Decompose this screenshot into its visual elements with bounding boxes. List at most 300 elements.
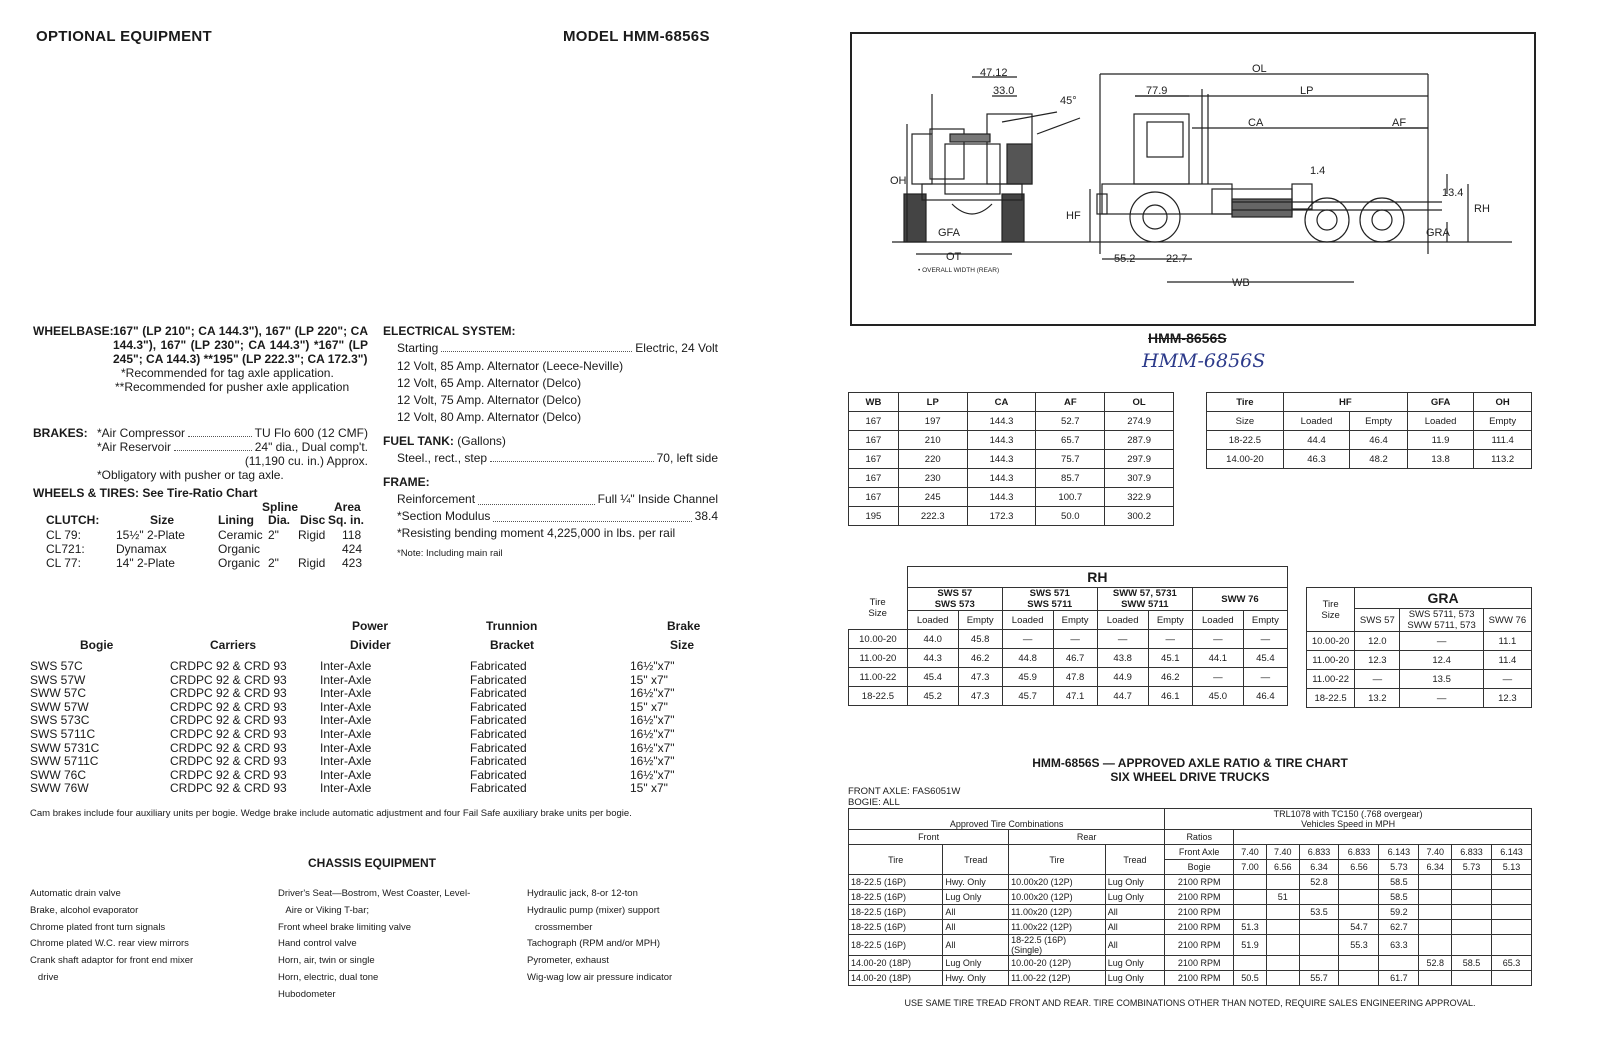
bogie-cell: 16½"x7" [630,726,675,741]
axle-cell: 11.00x20 (12P) [1009,905,1106,920]
dims-cell: 230 [898,469,967,488]
front-ratio-cell: 7.40 [1419,845,1452,860]
axle-ratio-table [848,808,1532,986]
rh-cell: 44.3 [907,649,958,668]
gra-col2b-header: SWW 5711, 573 [1407,620,1476,631]
axle-cell [1266,905,1299,920]
axle-cell: Lug Only [943,890,1009,905]
clutch-row [46,556,368,570]
axle-cell [1266,935,1299,956]
clutch-cell: Organic [218,556,261,570]
rear-tread-header: Tread [1105,845,1165,875]
axle-cell: All [943,920,1009,935]
size-header: Size [670,638,695,652]
rh-cell: 43.8 [1097,649,1148,668]
ratios-header: Ratios [1165,830,1234,845]
model-title: MODEL HMM-6856S [563,28,710,45]
dims-cell: 144.3 [967,450,1036,469]
bogie-cell: Fabricated [470,767,527,782]
carriers-header: Carriers [210,638,257,652]
chassis-item: Crank shaft adaptor for front end mixer [30,955,194,967]
bogie-cell: 15" x7" [630,781,668,796]
rh-cell: — [1192,668,1243,687]
axle-cell [1234,905,1267,920]
oh-header: OH [1474,393,1532,412]
axle-cell: 62.7 [1379,920,1419,935]
dim-45-deg: 45° [1060,95,1077,107]
hf-table [1206,392,1532,469]
axle-cell [1234,956,1267,971]
bogie-cell: SWS 5711C [30,726,96,741]
dims-row [849,507,1174,526]
approved-header: Approved Tire Combinations [849,809,1165,830]
dim-ot: OT [946,251,962,263]
axle-cell: 18-22.5 (16P) [849,905,943,920]
axle-row [849,956,1532,971]
dims-header: AF [1036,393,1105,412]
rh-cell: 44.1 [1192,649,1243,668]
brakes-label: BRAKES: [33,426,88,440]
axle-cell: 2100 RPM [1165,971,1234,986]
clutch-row [46,528,368,542]
hf-row [1207,431,1532,450]
bogie-cell: CRDPC 92 & CRD 93 [170,767,287,782]
hf-cell: 13.8 [1407,450,1473,469]
clutch-cell: 2" [268,556,279,570]
dims-header-row [849,393,1174,412]
dims-row [849,412,1174,431]
truck-diagram [852,34,1534,324]
bogie-ratio-cell: 5.13 [1491,860,1531,875]
bogie-cell: SWS 57W [30,672,86,687]
dims-cell: 300.2 [1105,507,1174,526]
axle-cell: All [943,905,1009,920]
chassis-col2 [278,886,470,1004]
rh-tire-header: Tire [869,597,886,609]
axle-chart-title1: HMM-6856S — APPROVED AXLE RATIO & TIRE CHART [1032,756,1348,770]
rh-empty-header: Empty [1148,611,1192,630]
axle-cell: Lug Only [1105,971,1165,986]
wheels-tires: WHEELS & TIRES: See Tire-Ratio Chart [33,486,258,500]
axle-cell: 50.5 [1234,971,1267,986]
bogie-cell: 15" x7" [630,699,668,714]
gra-row [1307,689,1532,708]
bogie-cell: Fabricated [470,659,527,673]
axle-cell: 54.7 [1339,920,1379,935]
chassis-item: Horn, electric, dual tone [278,971,379,983]
rear-tire-header: Tire [1009,845,1106,875]
gra-cell: 12.3 [1355,651,1400,670]
axle-cell [1419,890,1452,905]
chassis-item: Hydraulic pump (mixer) support [527,904,660,916]
rh-cell: — [1148,630,1192,649]
rh-cell: 11.00-22 [849,668,908,687]
bogie-cell: CRDPC 92 & CRD 93 [170,781,287,796]
chassis-item: Brake, alcohol evaporator [30,904,139,916]
chassis-item: Tachograph (RPM and/or MPH) [527,938,661,950]
axle-cell [1339,890,1379,905]
rh-group2b: SWS 5711 [1027,599,1073,610]
rh-cell: — [1002,630,1053,649]
chassis-item: Wig-wag low air pressure indicator [527,971,673,983]
axle-cell [1266,920,1299,935]
axle-cell: Lug Only [1105,890,1165,905]
axle-cell [1491,890,1531,905]
alternator-item: 12 Volt, 85 Amp. Alternator (Leece-Neville) [397,359,624,373]
chassis-item: Front wheel brake limiting valve [278,921,412,933]
dim-77-9: 77.9 [1146,85,1168,97]
rh-cell: 47.3 [958,687,1002,706]
bogie-cell: Inter-Axle [320,686,372,701]
hf-tire-header: Tire [1207,393,1284,412]
fuel-tank-label: FUEL TANK: [383,434,454,448]
clutch-disc-header: Disc [300,513,326,527]
rh-group1a: SWS 57 [937,588,973,599]
axle-cell: 18-22.5 (16P) [849,875,943,890]
gra-cell: 11.00-22 [1307,670,1355,689]
dims-cell: 167 [849,412,899,431]
rh-table [848,566,1288,706]
rh-row [849,668,1288,687]
dims-cell: 144.3 [967,431,1036,450]
dims-cell: 195 [849,507,899,526]
dims-cell: 144.3 [967,412,1036,431]
rh-cell: 45.2 [907,687,958,706]
gra-cell: 18-22.5 [1307,689,1355,708]
brakes-note: *Obligatory with pusher or tag axle. [97,468,284,482]
axle-cell: 10.00-20 (12P) [1009,956,1106,971]
bogie-cell: SWW 57C [30,686,87,701]
axle-cell [1452,875,1492,890]
rh-cell: 44.9 [1097,668,1148,687]
chassis-item: Chrome plated front turn signals [30,921,166,933]
bogie-cell: CRDPC 92 & CRD 93 [170,726,287,741]
chassis-item: Hydraulic jack, 8-or 12-ton [527,888,638,899]
axle-cell: 18-22.5 (16P) (Single) [1009,935,1106,956]
axle-cell: 18-22.5 (16P) [849,890,943,905]
axle-cell: 10.00x20 (12P) [1009,875,1106,890]
dims-cell: 52.7 [1036,412,1105,431]
axle-row [849,875,1532,890]
gra-row [1307,632,1532,651]
axle-cell: All [1105,920,1165,935]
gra-row [1307,670,1532,689]
trunnion-header: Trunnion [486,619,538,633]
bogie-cell: Inter-Axle [320,699,372,714]
clutch-area-header: Area [334,500,361,514]
rh-cell: 45.9 [1002,668,1053,687]
axle-cell [1266,875,1299,890]
clutch-cell: Ceramic [218,528,263,542]
axle-cell [1234,875,1267,890]
air-compressor-value: TU Flo 600 (12 CMF) [254,426,368,440]
bogie-cell: Fabricated [470,672,527,687]
bogie-cell: 16½"x7" [630,767,675,782]
rh-cell: 44.0 [907,630,958,649]
dims-cell: 307.9 [1105,469,1174,488]
axle-cell [1234,890,1267,905]
bogie-all: BOGIE: ALL [848,797,900,808]
rh-cell: 47.1 [1053,687,1097,706]
hf-header: HF [1283,393,1407,412]
dim-af: AF [1392,117,1407,129]
rh-cell: 47.8 [1053,668,1097,687]
rh-cell: 45.4 [907,668,958,687]
bogie-ratio-cell: 6.56 [1339,860,1379,875]
bogie-cell: Inter-Axle [320,726,372,741]
axle-chart-title [848,756,1532,784]
chassis-col1 [30,886,193,987]
bogie-table [30,660,710,796]
dimensions-table [848,392,1174,526]
dims-cell: 100.7 [1036,488,1105,507]
bogie-cell: 16½"x7" [630,740,675,755]
rh-cell: — [1097,630,1148,649]
axle-cell: 2100 RPM [1165,920,1234,935]
reinforcement-label: Reinforcement [397,492,476,506]
gra-cell: 11.00-20 [1307,651,1355,670]
chassis-item: Hand control valve [278,938,357,950]
dims-cell: 322.9 [1105,488,1174,507]
bogie-cell: CRDPC 92 & CRD 93 [170,740,287,755]
hf-loaded-header: Loaded [1283,412,1349,431]
bogie-ratio-header: Bogie [1165,860,1234,875]
dim-overall-width: • OVERALL WIDTH (REAR) [918,267,1000,274]
axle-cell [1299,920,1339,935]
axle-row [849,920,1532,935]
front-header: Front [849,830,1009,845]
front-axle-ratio-header: Front Axle [1165,845,1234,860]
oh-empty-header: Empty [1474,412,1532,431]
bogie-cell: CRDPC 92 & CRD 93 [170,713,287,728]
gra-row [1307,651,1532,670]
axle-cell [1452,890,1492,905]
bogie-cell: CRDPC 92 & CRD 93 [170,754,287,769]
rh-cell: 44.8 [1002,649,1053,668]
axle-cell: 14.00-20 (18P) [849,971,943,986]
dim-47-12: 47.12 [980,67,1008,79]
dim-gra: GRA [1426,227,1450,239]
axle-cell: 65.3 [1491,956,1531,971]
bogie-row [30,714,710,728]
axle-cell [1339,956,1379,971]
axle-cell [1419,875,1452,890]
axle-row [849,971,1532,986]
clutch-cell: 118 [342,528,362,542]
hf-row [1207,450,1532,469]
rh-empty-header: Empty [958,611,1002,630]
gra-cell: — [1483,670,1531,689]
divider-header: Divider [350,638,391,652]
axle-cell: Lug Only [1105,956,1165,971]
trl-header2: Vehicles Speed in MPH [1301,819,1396,829]
axle-cell: 14.00-20 (18P) [849,956,943,971]
rh-loaded-header: Loaded [1002,611,1053,630]
axle-cell: 10.00x20 (12P) [1009,890,1106,905]
frame-label: FRAME: [383,475,430,489]
gra-size-header: Size [1321,609,1340,621]
rh-cell: 45.8 [958,630,1002,649]
bogie-cell: CRDPC 92 & CRD 93 [170,699,287,714]
bogie-row [30,728,710,742]
axle-cell [1452,935,1492,956]
clutch-cell: CL721: [46,542,85,556]
fuel-tank-item-label: Steel., rect., step [397,451,488,465]
axle-cell [1491,875,1531,890]
axle-cell: 58.5 [1452,956,1492,971]
dim-55-2: 55.2 [1114,253,1136,265]
axle-cell: 51 [1266,890,1299,905]
rh-cell: 46.1 [1148,687,1192,706]
bogie-ratio-cell: 5.73 [1379,860,1419,875]
gra-col3-header: SWW 76 [1483,609,1531,632]
dims-cell: 210 [898,431,967,450]
hf-cell: 11.9 [1407,431,1473,450]
rh-cell: 47.3 [958,668,1002,687]
rh-cell: — [1053,630,1097,649]
bogie-row [30,742,710,756]
bogie-cell: Inter-Axle [320,659,372,673]
gra-cell: 11.4 [1483,651,1531,670]
axle-cell: 53.5 [1299,905,1339,920]
hf-cell: 46.3 [1283,450,1349,469]
axle-cell: All [1105,905,1165,920]
chassis-item: crossmember [527,921,593,933]
rh-cell: 44.7 [1097,687,1148,706]
model-handwritten: HMM-6856S [1142,350,1266,372]
bogie-cell: CRDPC 92 & CRD 93 [170,659,287,673]
gra-col1-header: SWS 57 [1355,609,1400,632]
axle-cell [1299,935,1339,956]
bogie-cell: SWS 57C [30,659,83,673]
bogie-cell: CRDPC 92 & CRD 93 [170,672,287,687]
bogie-cell: SWW 5731C [30,740,100,755]
axle-chart-meta [848,786,960,808]
bogie-cell: Fabricated [470,726,527,741]
section-modulus-value: 38.4 [694,509,718,523]
dims-cell: 287.9 [1105,431,1174,450]
gfa-loaded-header: Loaded [1407,412,1473,431]
dim-13-4: 13.4 [1442,187,1464,199]
axle-cell [1452,905,1492,920]
dims-header: CA [967,393,1036,412]
dims-cell: 220 [898,450,967,469]
dims-cell: 172.3 [967,507,1036,526]
dim-rh: RH [1474,203,1490,215]
bogie-cell: 16½"x7" [630,713,675,728]
alternator-item: 12 Volt, 65 Amp. Alternator (Delco) [397,376,582,390]
wheelbase-section [33,324,368,394]
clutch-sqin-header: Sq. in. [328,513,364,527]
rh-cell: 45.7 [1002,687,1053,706]
front-ratio-cell: 6.143 [1379,845,1419,860]
axle-cell: 55.7 [1299,971,1339,986]
dims-header: LP [898,393,967,412]
axle-cell: 61.7 [1379,971,1419,986]
rh-cell: — [1243,630,1287,649]
chassis-item: Automatic drain valve [30,888,121,899]
rh-row [849,649,1288,668]
rh-row [849,630,1288,649]
axle-cell: 11.00x22 (12P) [1009,920,1106,935]
axle-cell [1266,971,1299,986]
bogie-ratio-cell: 7.00 [1234,860,1267,875]
axle-cell: 59.2 [1379,905,1419,920]
axle-row [849,890,1532,905]
rh-group4: SWW 76 [1192,588,1287,611]
axle-row [849,905,1532,920]
chassis-item: Pyrometer, exhaust [527,955,609,967]
chassis-title: CHASSIS EQUIPMENT [308,856,437,870]
bogie-cell: Inter-Axle [320,672,372,687]
front-ratio-cell: 6.833 [1339,845,1379,860]
wheelbase-text: 167" (LP 210"; CA 144.3"), 167" (LP 220"; CA 144.3"), 167" (LP 230"; CA 144.3") *167" (LP 245"; CA 144.3) **195" (LP 222.3"; CA 172.3") [113,324,368,366]
rh-cell: 45.1 [1148,649,1192,668]
rh-row [849,687,1288,706]
bogie-cell: Fabricated [470,713,527,728]
axle-cell [1339,905,1379,920]
bogie-ratio-cell: 6.34 [1419,860,1452,875]
axle-cell: Hwy. Only [943,875,1009,890]
axle-cell [1491,935,1531,956]
axle-cell [1266,956,1299,971]
dims-cell: 144.3 [967,488,1036,507]
dims-cell: 167 [849,431,899,450]
front-view-truck [904,94,1080,242]
axle-cell: 55.3 [1339,935,1379,956]
rh-title: RH [907,567,1287,588]
bogie-cell: Fabricated [470,781,527,796]
chassis-item: Driver's Seat—Bostrom, West Coaster, Level- [278,888,471,899]
bogie-cell: CRDPC 92 & CRD 93 [170,686,287,701]
hf-cell: 44.4 [1283,431,1349,450]
axle-cell: 58.5 [1379,890,1419,905]
clutch-cell: 423 [342,556,363,570]
dims-cell: 167 [849,488,899,507]
gra-cell: 12.3 [1483,689,1531,708]
axle-cell [1491,971,1531,986]
power-header: Power [352,619,389,633]
rh-cell: 46.7 [1053,649,1097,668]
reinforcement-value: Full ¼" Inside Channel [597,492,718,506]
dim-ol: OL [1252,63,1267,75]
axle-cell [1419,920,1452,935]
bracket-header: Bracket [490,638,535,652]
side-view-truck [1097,89,1442,242]
dims-cell: 167 [849,450,899,469]
bogie-cell: 15" x7" [630,672,668,687]
wheelbase-note1: *Recommended for tag axle application. [121,366,334,380]
wheelbase-note2: **Recommended for pusher axle application [115,380,350,394]
bogie-note: Cam brakes include four auxiliary units per bogie. Wedge brake include automatic adjustment and four Fail Safe auxiliary brake units per bogie. [30,807,632,819]
dims-cell: 85.7 [1036,469,1105,488]
axle-cell [1491,920,1531,935]
clutch-section [46,500,368,570]
axle-cell: All [1105,935,1165,956]
dim-ca: CA [1248,117,1264,129]
bogie-cell: Fabricated [470,740,527,755]
front-tire-header: Tire [849,845,943,875]
bogie-cell: SWW 5711C [30,754,99,769]
dims-cell: 245 [898,488,967,507]
dims-cell: 65.7 [1036,431,1105,450]
bogie-ratio-cell: 6.56 [1266,860,1299,875]
clutch-cell: Rigid [298,556,326,570]
model-printed: HMM-8656S [1148,330,1227,346]
bogie-row [30,782,710,796]
axle-cell [1419,971,1452,986]
dims-cell: 75.7 [1036,450,1105,469]
